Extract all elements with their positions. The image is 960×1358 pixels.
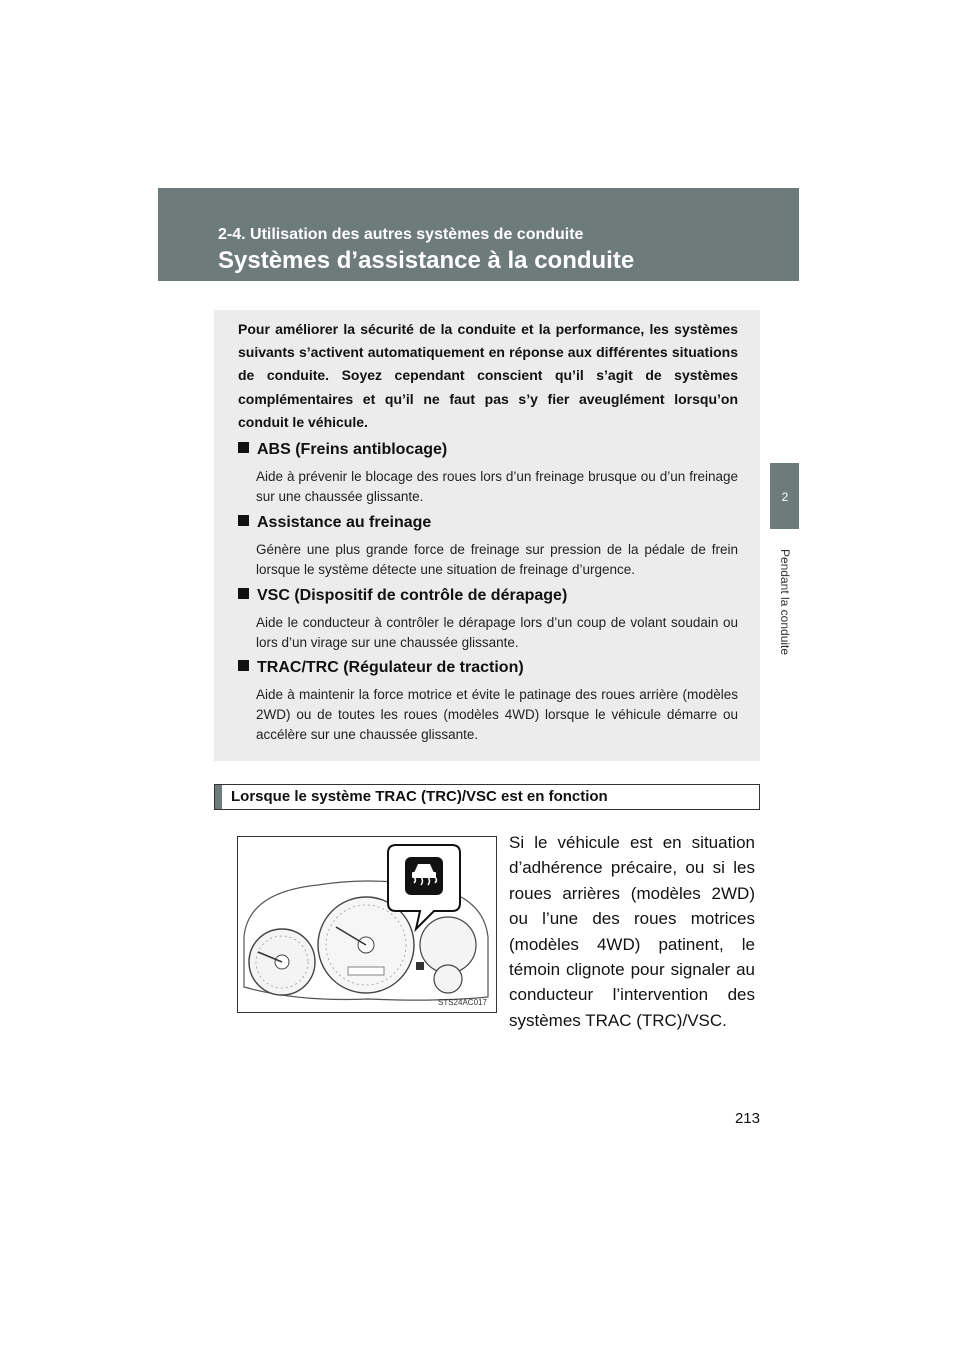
square-bullet-icon	[238, 588, 249, 599]
figure-code: STS24AC017	[438, 998, 487, 1007]
square-bullet-icon	[238, 515, 249, 526]
trac-section-heading	[214, 784, 760, 810]
page-title: Systèmes d’assistance à la conduite	[218, 247, 635, 274]
heading-accent-bar	[215, 785, 222, 809]
page-number: 213	[734, 1110, 760, 1127]
feature-desc-vsc: Aide le conducteur à contrôler le dérapage lors d’un coup de volant soudain ou lors d’un virage sur une chaussée glissante.	[256, 615, 738, 650]
feature-desc-abs: Aide à prévenir le blocage des roues lors d’un freinage brusque ou d’un freinage sur une chaussée glissante.	[256, 469, 738, 504]
instrument-cluster-illustration	[237, 836, 497, 1013]
trac-heading-text: Lorsque le système TRAC (TRC)/VSC est en fonction	[231, 788, 608, 805]
chapter-label: Pendant la conduite	[778, 548, 792, 656]
feature-title-trac: TRAC/TRC (Régulateur de traction)	[238, 659, 524, 677]
section-label: 2-4. Utilisation des autres systèmes de conduite	[218, 226, 584, 243]
square-bullet-icon	[238, 442, 249, 453]
feature-desc-brake-assist: Génère une plus grande force de freinage sur pression de la pédale de frein lorsque le système détecte une situation de freinage d’urgence.	[256, 542, 738, 577]
feature-title-abs: ABS (Freins antiblocage)	[238, 441, 447, 459]
intro-paragraph: Pour améliorer la sécurité de la conduite et la performance, les systèmes suivants s’activent automatiquement en réponse aux différentes situations de conduite. Soyez cependant conscient qu’il s’agit de systèmes complémentaires et qu’il ne faut pas s’y fier aveuglément lorsqu’on conduit le véhicule.	[238, 321, 738, 430]
feature-desc-trac: Aide à maintenir la force motrice et évite le patinage des roues arrière (modèles 2WD) ou de toutes les roues (modèles 4WD) lorsque le véhicule démarre ou accélère sur une chaussée glissante.	[256, 687, 738, 742]
chapter-number: 2	[781, 490, 789, 504]
feature-title-vsc: VSC (Dispositif de contrôle de dérapage)	[238, 587, 567, 605]
trac-body-text: Si le véhicule est en situation d’adhérence précaire, ou si les roues arrières (modèles 2WD) ou l’une des roues motrices (modèles 4WD) patinent, le témoin clignote pour signaler au conducteur l’intervention des systèmes TRAC (TRC)/VSC.	[509, 833, 755, 1030]
slip-indicator-icon	[405, 857, 443, 895]
square-bullet-icon	[238, 660, 249, 671]
feature-title-brake-assist: Assistance au freinage	[238, 514, 431, 532]
